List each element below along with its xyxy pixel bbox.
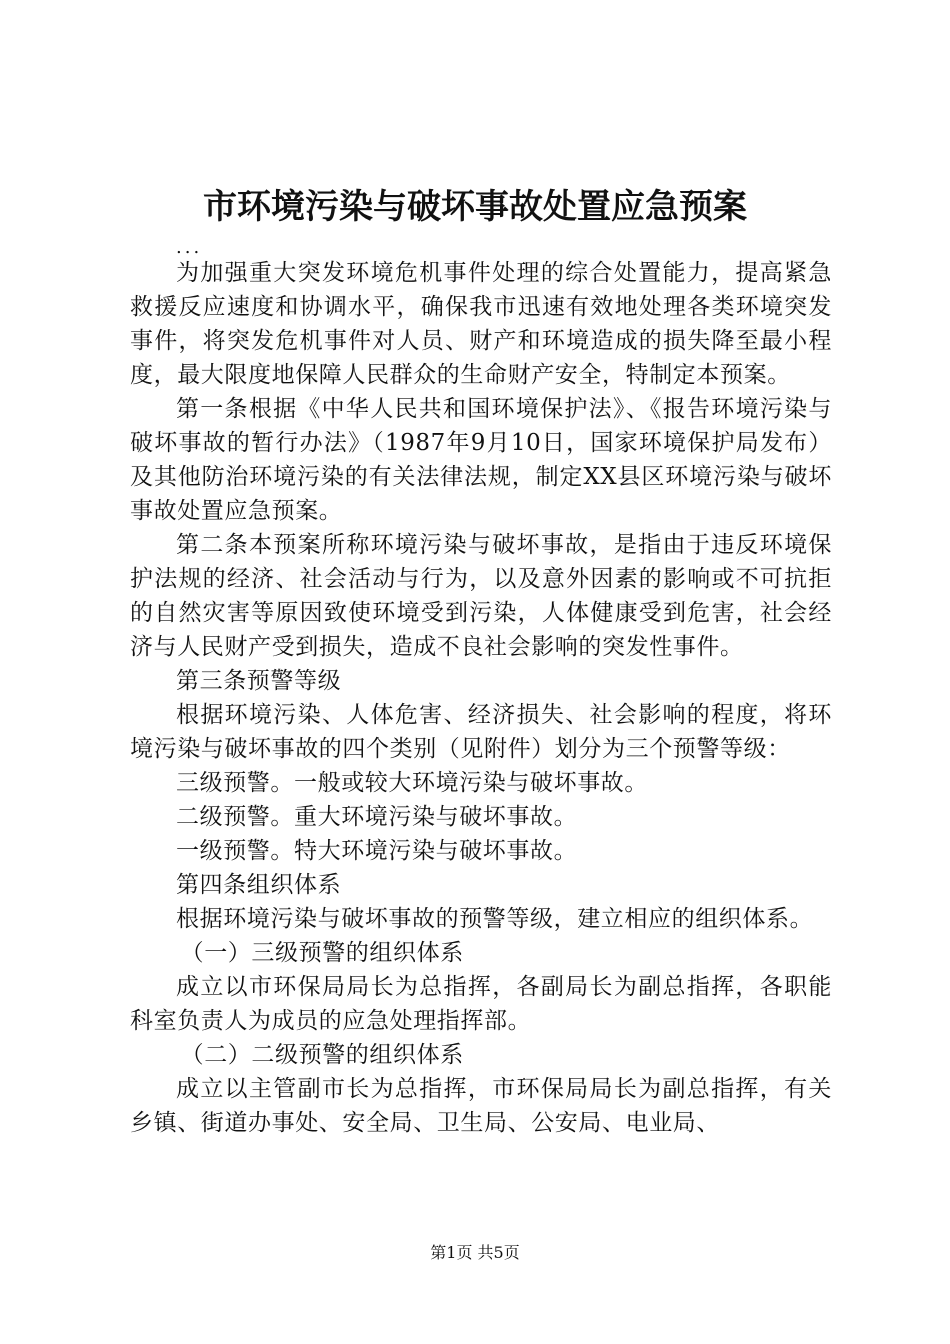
subheading-level-2-org: （二）二级预警的组织体系: [180, 1042, 464, 1068]
paragraph-article-2: 第二条本预案所称环境污染与破坏事故，是指由于违反环境保护法规的经济、社会活动与行为，以及意外因素的影响或不可抗拒的自然灾害等原因致使环境受到污染，人体健康受到危害，社会经济与人民财产受到损失，造成不良社会影响的突发性事件。: [130, 532, 832, 660]
paragraph-intro: 为加强重大突发环境危机事件处理的综合处置能力，提高紧急救援反应速度和协调水平，确保我市迅速有效地处理各类环境突发事件，将突发危机事件对人员、财产和环境造成的损失降至最小程度，最大限度地保障人民群众的生命财产安全，特制定本预案。: [130, 260, 832, 388]
heading-article-3: 第三条预警等级: [176, 668, 342, 694]
paragraph-level-3: 三级预警。一般或较大环境污染与破坏事故。: [176, 770, 648, 796]
document-title: 市环境污染与破坏事故处置应急预案: [203, 187, 747, 227]
ellipsis-mark: ...: [176, 237, 203, 258]
paragraph-level-2-org: 成立以主管副市长为总指挥，市环保局局长为副总指挥，有关乡镇、街道办事处、安全局、卫生局、公安局、电业局、: [130, 1076, 832, 1136]
paragraph-level-2: 二级预警。重大环境污染与破坏事故。: [176, 804, 578, 830]
paragraph-article-1: 第一条根据《中华人民共和国环境保护法》、《报告环境污染与破坏事故的暂行办法》（1987年9月10日，国家环境保护局发布）及其他防治环境污染的有关法律法规，制定XX县区环境污染与破坏事故处置应急预案。: [130, 396, 832, 524]
page-footer: 第1页 共5页: [430, 1243, 520, 1262]
subheading-level-3-org: （一）三级预警的组织体系: [180, 940, 464, 966]
heading-article-4: 第四条组织体系: [176, 872, 342, 898]
paragraph-warning-levels: 根据环境污染、人体危害、经济损失、社会影响的程度，将环境污染与破坏事故的四个类别（见附件）划分为三个预警等级：: [130, 702, 832, 762]
document-body: [130, 256, 832, 1140]
paragraph-org-system: 根据环境污染与破坏事故的预警等级，建立相应的组织体系。: [176, 906, 814, 932]
paragraph-level-3-org: 成立以市环保局局长为总指挥，各副局长为副总指挥，各职能科室负责人为成员的应急处理指挥部。: [130, 974, 832, 1034]
paragraph-level-1: 一级预警。特大环境污染与破坏事故。: [176, 838, 578, 864]
